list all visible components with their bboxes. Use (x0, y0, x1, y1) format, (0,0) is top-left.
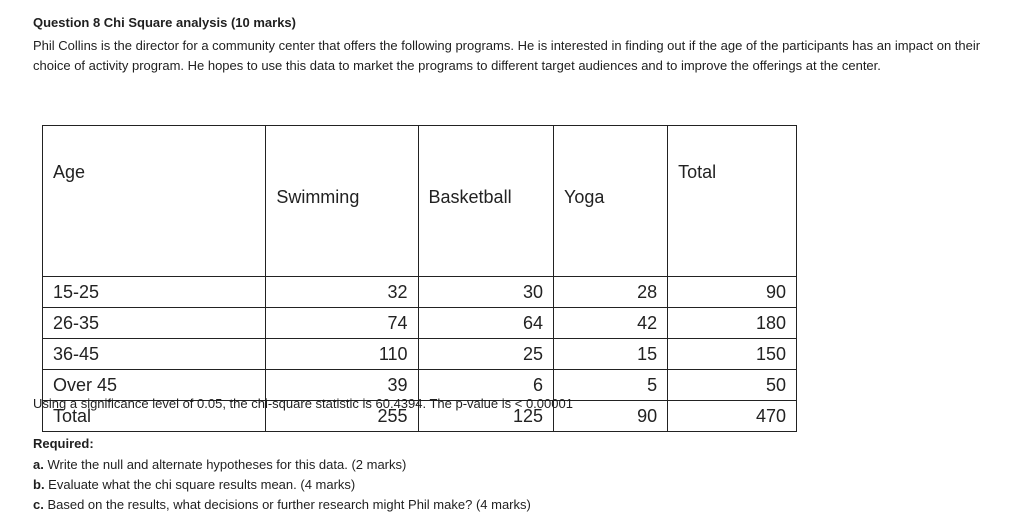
header-basketball: Basketball (418, 126, 553, 277)
table-row (43, 339, 797, 370)
cell-basketball: 30 (418, 277, 553, 308)
cell-age: Over 45 (43, 370, 266, 401)
cell-swimming: 74 (266, 308, 418, 339)
cell-yoga: 5 (553, 370, 667, 401)
required-item-a (33, 457, 406, 472)
cell-swimming: 32 (266, 277, 418, 308)
cell-yoga: 42 (553, 308, 667, 339)
required-item-c (33, 497, 531, 512)
item-text: Evaluate what the chi square results mean. (4 marks) (44, 477, 356, 492)
header-swimming: Swimming (266, 126, 418, 277)
required-item-b (33, 477, 355, 492)
table-row (43, 308, 797, 339)
question-title: Question 8 Chi Square analysis (10 marks) (33, 15, 296, 30)
cell-swimming: 39 (266, 370, 418, 401)
table-row (43, 277, 797, 308)
cell-swimming: 110 (266, 339, 418, 370)
cell-total: 150 (668, 339, 797, 370)
cell-swimming: 255 (266, 401, 418, 432)
cell-yoga: 90 (553, 401, 667, 432)
cell-basketball: 64 (418, 308, 553, 339)
contingency-table (42, 125, 797, 432)
chi-square-statement: Using a significance level of 0.05, the chi-square statistic is 60.4394. The p-value is < 0.00001 (33, 396, 573, 411)
cell-yoga: 15 (553, 339, 667, 370)
cell-age: 26-35 (43, 308, 266, 339)
header-yoga: Yoga (553, 126, 667, 277)
cell-yoga: 28 (553, 277, 667, 308)
item-letter: c. (33, 497, 44, 512)
cell-basketball: 6 (418, 370, 553, 401)
item-letter: b. (33, 477, 45, 492)
cell-total: 50 (668, 370, 797, 401)
header-total: Total (668, 126, 797, 277)
cell-age: 36-45 (43, 339, 266, 370)
required-label: Required: (33, 436, 94, 451)
cell-total: 470 (668, 401, 797, 432)
cell-basketball: 125 (418, 401, 553, 432)
question-intro: Phil Collins is the director for a community center that offers the following programs. He is interested in finding out if the age of the participants has an impact on their choice of activity program. He hopes to use this data to market the programs to different target audiences and to improve the offerings at the center. (33, 38, 981, 73)
header-age: Age (43, 126, 266, 277)
item-text: Write the null and alternate hypotheses for this data. (2 marks) (43, 457, 407, 472)
item-letter: a. (33, 457, 44, 472)
cell-age: Total (43, 401, 266, 432)
cell-basketball: 25 (418, 339, 553, 370)
table-header-row (43, 126, 797, 277)
cell-total: 90 (668, 277, 797, 308)
item-text: Based on the results, what decisions or further research might Phil make? (4 marks) (43, 497, 531, 512)
cell-total: 180 (668, 308, 797, 339)
cell-age: 15-25 (43, 277, 266, 308)
